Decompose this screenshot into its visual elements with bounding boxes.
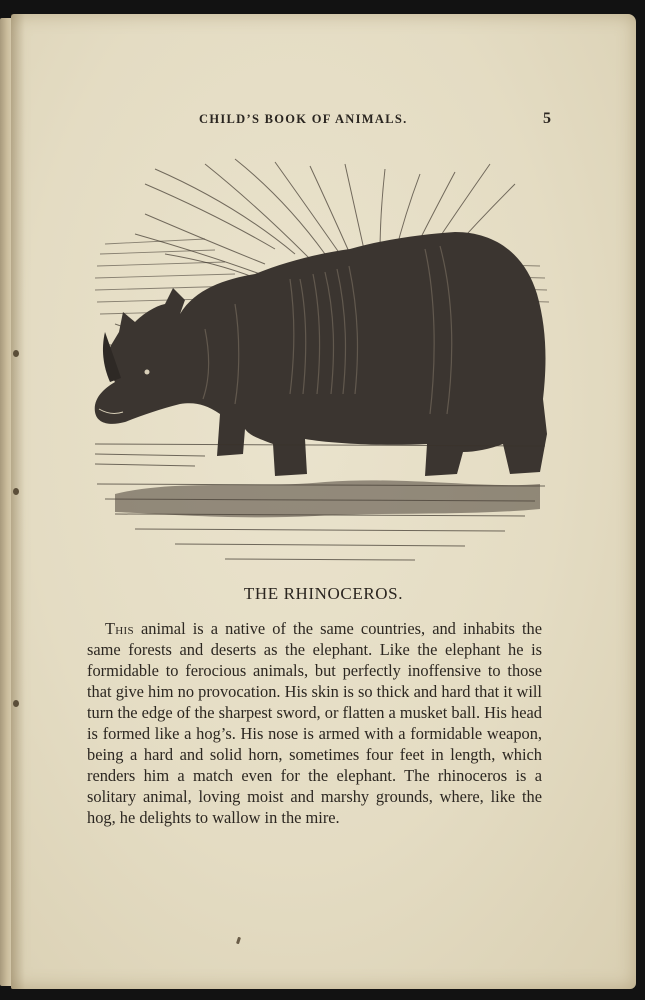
binding-hole <box>13 700 19 707</box>
running-head <box>11 112 636 132</box>
illustration-caption: THE RHINOCEROS. <box>243 584 404 603</box>
rhinoceros-engraving-illustration <box>85 154 555 574</box>
page-number: 5 <box>543 110 551 127</box>
binding-hole <box>13 488 19 495</box>
lead-word: This <box>105 619 134 638</box>
body-paragraph <box>87 618 542 828</box>
rhinoceros-body <box>95 232 547 476</box>
running-head-title: CHILD’S BOOK OF ANIMALS. <box>199 112 408 126</box>
paragraph-text: animal is a native of the same countries, and inhabits the same forests and deserts as the elephant. Like the elephant he is formidable to ferocious animals, but perfectly inoffensive to those that give him no provocation. His skin is so thick and hard that it will turn the edge of the sharpest sword, or flatten a musket ball. His head is formed like a hog’s. His nose is armed with a formidable weapon, being a hard and solid horn, sometimes four feet in length, which renders him a match even for the elephant. The rhinoceros is a solitary animal, loving moist and marshy grounds, where, like the hog, he delights to wallow in the mire. <box>87 619 542 827</box>
ink-speck <box>236 937 241 945</box>
binding-hole <box>13 350 19 357</box>
gutter-shadow <box>11 14 25 989</box>
foreground-rocks <box>115 480 540 517</box>
rhinoceros-eye <box>145 370 150 375</box>
book-page <box>11 14 636 989</box>
